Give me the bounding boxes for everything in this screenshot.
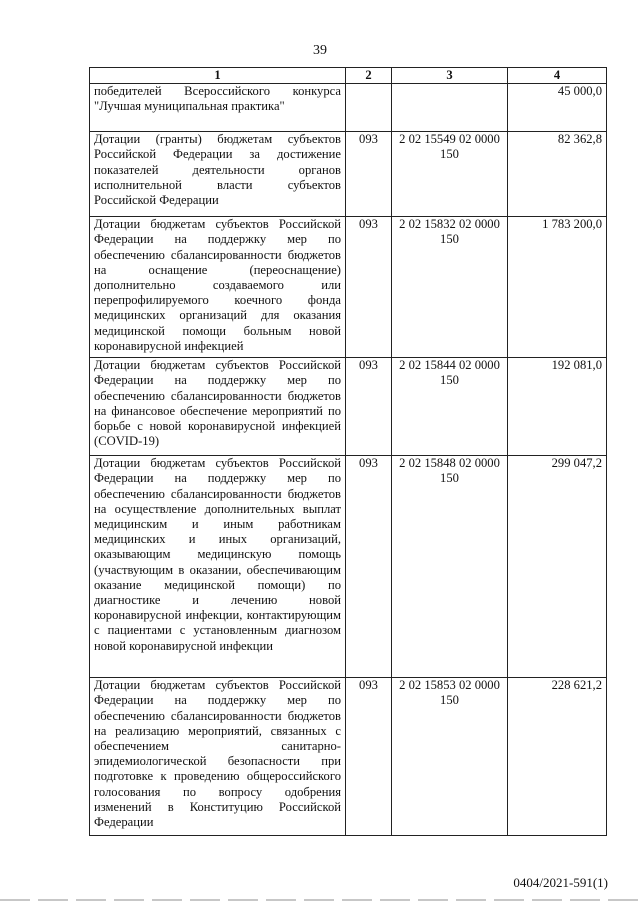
row-code-cell: 093 <box>346 132 392 217</box>
row-sum-cell: 192 081,0 <box>508 358 607 456</box>
row-kbk-cell: 2 02 15832 02 0000 150 <box>392 217 508 358</box>
revenue-table <box>89 67 607 836</box>
row-code-cell <box>346 84 392 132</box>
row-name-cell: Дотации (гранты) бюджетам субъектов Российской Федерации за достижение показателей деятельности органов исполнительной власти субъектов Российской Федерации <box>90 132 346 217</box>
row-name-cell: Дотации бюджетам субъектов Российской Федерации на поддержку мер по обеспечению сбалансированности бюджетов на реализацию мероприятий, связанных с обеспечением санитарно-эпидемиологической безопасности при подготовке к проведению общероссийского голосования по вопросу одобрения изменений в Конституцию Российской Федерации <box>90 678 346 836</box>
table-header-row <box>90 68 607 84</box>
table-row <box>90 132 607 217</box>
table-row <box>90 678 607 836</box>
header-col-1: 1 <box>90 68 346 84</box>
row-code-cell: 093 <box>346 358 392 456</box>
row-name-cell: Дотации бюджетам субъектов Российской Федерации на поддержку мер по обеспечению сбалансированности бюджетов на финансовое обеспечение мероприятий по борьбе с новой коронавирусной инфекцией (COVID-19) <box>90 358 346 456</box>
row-kbk-cell: 2 02 15848 02 0000 150 <box>392 456 508 678</box>
row-code-cell: 093 <box>346 456 392 678</box>
row-kbk-cell <box>392 84 508 132</box>
header-col-4: 4 <box>508 68 607 84</box>
row-kbk-cell: 2 02 15853 02 0000 150 <box>392 678 508 836</box>
row-name-cell: Дотации бюджетам субъектов Российской Федерации на поддержку мер по обеспечению сбалансированности бюджетов на оснащение (переоснащение) дополнительно создаваемого или перепрофилируемого коечного фонда медицинских организаций для оказания медицинской помощи больным новой коронавирусной инфекцией <box>90 217 346 358</box>
page-number: 39 <box>313 43 327 58</box>
row-sum-cell: 82 362,8 <box>508 132 607 217</box>
row-sum-cell: 228 621,2 <box>508 678 607 836</box>
row-name-cell: Дотации бюджетам субъектов Российской Федерации на поддержку мер по обеспечению сбалансированности бюджетов на осуществление дополнительных выплат медицинским и иным работникам медицинских и иных организаций, оказывающим медицинскую помощь (участвующим в оказании, обеспечивающим оказание медицинской помощи) по диагностике и лечению новой коронавирусной инфекции, контактирующим с пациентами с установленным диагнозом новой коронавирусной инфекции <box>90 456 346 678</box>
header-col-2: 2 <box>346 68 392 84</box>
scan-edge-line <box>0 899 640 901</box>
table-row <box>90 217 607 358</box>
row-code-cell: 093 <box>346 678 392 836</box>
table-row <box>90 358 607 456</box>
row-sum-cell: 299 047,2 <box>508 456 607 678</box>
row-sum-cell: 1 783 200,0 <box>508 217 607 358</box>
row-name-cell: победителей Всероссийского конкурса "Лучшая муниципальная практика" <box>90 84 346 132</box>
row-sum-cell: 45 000,0 <box>508 84 607 132</box>
row-kbk-cell: 2 02 15549 02 0000 150 <box>392 132 508 217</box>
row-kbk-cell: 2 02 15844 02 0000 150 <box>392 358 508 456</box>
table-row <box>90 456 607 678</box>
document-number: 0404/2021-591(1) <box>513 875 608 890</box>
table-row <box>90 84 607 132</box>
row-code-cell: 093 <box>346 217 392 358</box>
header-col-3: 3 <box>392 68 508 84</box>
